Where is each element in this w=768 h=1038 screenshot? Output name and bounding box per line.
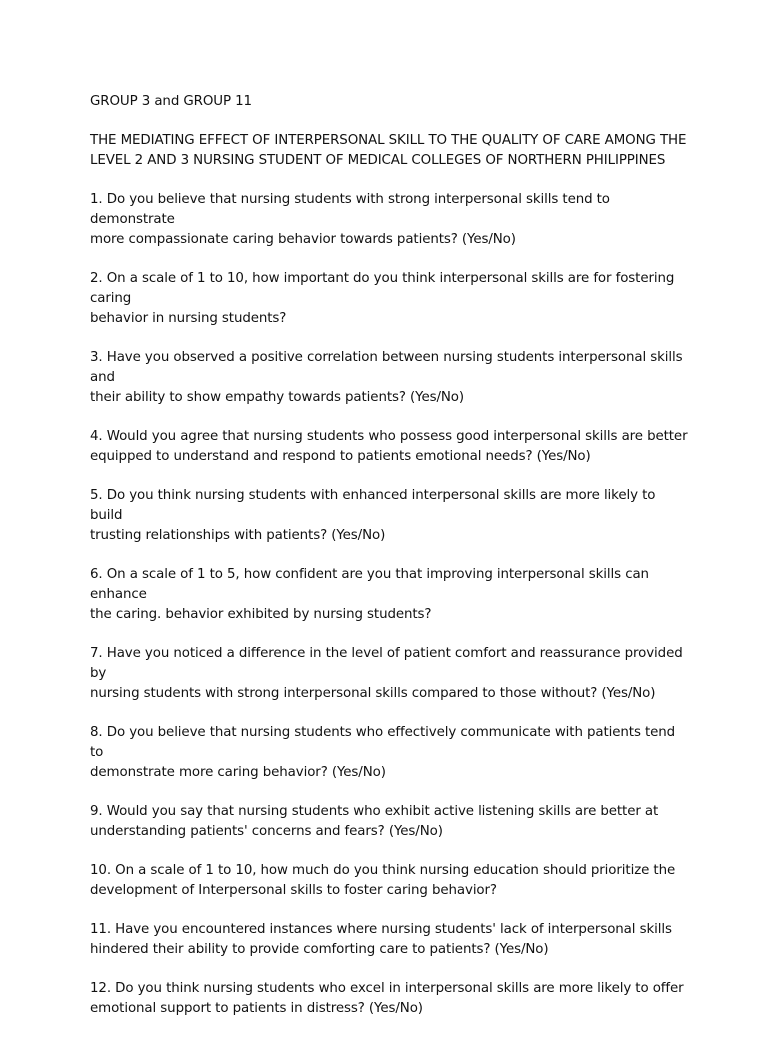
question-item — [90, 427, 690, 467]
question-line-2: development of Interpersonal skills to foster caring behavior? — [90, 883, 497, 898]
question-line-1: 1. Do you believe that nursing students with strong interpersonal skills tend to demonstrate — [90, 192, 610, 227]
question-item — [90, 861, 690, 901]
question-item — [90, 486, 690, 546]
question-line-2: nursing students with strong interpersonal skills compared to those without? (Yes/No) — [90, 686, 656, 701]
question-line-1: 10. On a scale of 1 to 10, how much do you think nursing education should prioritize the — [90, 863, 676, 878]
question-line-2: behavior in nursing students? — [90, 311, 287, 326]
question-item — [90, 979, 690, 1019]
question-item — [90, 565, 690, 625]
question-item — [90, 644, 690, 704]
question-line-1: 4. Would you agree that nursing students who possess good interpersonal skills are better — [90, 429, 688, 444]
title-line-2: LEVEL 2 AND 3 NURSING STUDENT OF MEDICAL COLLEGES OF NORTHERN PHILIPPINES — [90, 153, 666, 168]
question-line-2: hindered their ability to provide comforting care to patients? (Yes/No) — [90, 942, 549, 957]
question-item — [90, 802, 690, 842]
question-item — [90, 190, 690, 250]
question-line-2: equipped to understand and respond to patients emotional needs? (Yes/No) — [90, 449, 591, 464]
question-line-2: their ability to show empathy towards patients? (Yes/No) — [90, 390, 465, 405]
question-line-1: 6. On a scale of 1 to 5, how confident are you that improving interpersonal skills can enhance — [90, 567, 649, 602]
group-line — [90, 92, 690, 112]
question-list — [90, 190, 690, 1019]
question-line-1: 3. Have you observed a positive correlation between nursing students interpersonal skills and — [90, 350, 683, 385]
question-line-1: 12. Do you think nursing students who excel in interpersonal skills are more likely to offer — [90, 981, 684, 996]
question-line-2: more compassionate caring behavior towards patients? (Yes/No) — [90, 232, 516, 247]
document-title — [90, 131, 690, 171]
question-item — [90, 269, 690, 329]
question-line-1: 9. Would you say that nursing students who exhibit active listening skills are better at — [90, 804, 659, 819]
question-line-2: emotional support to patients in distress? (Yes/No) — [90, 1001, 423, 1016]
document-page — [90, 92, 690, 1038]
title-line-1: THE MEDIATING EFFECT OF INTERPERSONAL SKILL TO THE QUALITY OF CARE AMONG THE — [90, 133, 687, 148]
group-line-text: GROUP 3 and GROUP 11 — [90, 94, 252, 109]
question-item — [90, 920, 690, 960]
question-line-1: 8. Do you believe that nursing students who effectively communicate with patients tend to — [90, 725, 676, 760]
question-line-2: demonstrate more caring behavior? (Yes/No) — [90, 765, 386, 780]
question-line-2: the caring. behavior exhibited by nursing students? — [90, 607, 432, 622]
question-line-1: 5. Do you think nursing students with enhanced interpersonal skills are more likely to build — [90, 488, 656, 523]
question-line-1: 2. On a scale of 1 to 10, how important do you think interpersonal skills are for fostering caring — [90, 271, 675, 306]
question-item — [90, 348, 690, 408]
question-item — [90, 723, 690, 783]
question-line-1: 7. Have you noticed a difference in the level of patient comfort and reassurance provided by — [90, 646, 683, 681]
question-line-1: 11. Have you encountered instances where nursing students' lack of interpersonal skills — [90, 922, 672, 937]
question-line-2: trusting relationships with patients? (Yes/No) — [90, 528, 386, 543]
question-line-2: understanding patients' concerns and fears? (Yes/No) — [90, 824, 443, 839]
